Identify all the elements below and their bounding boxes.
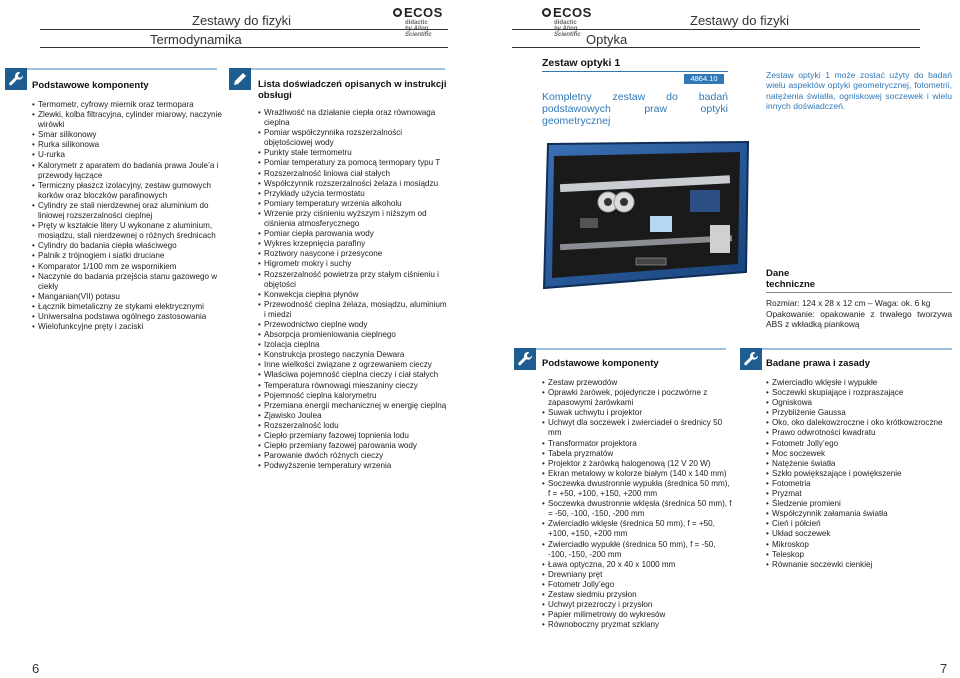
logo-sub-text: didactic xyxy=(554,20,577,26)
list-item: • Ława optyczna, 20 x 40 x 1000 mm xyxy=(542,560,732,570)
list-item: • Rurka silikonowa xyxy=(32,140,222,150)
section-stripe xyxy=(27,68,217,70)
list-item: • Konstrukcja prostego naczynia Dewara xyxy=(258,350,448,360)
list-item: • Uniwersalna podstawa ogólnego zastosowania xyxy=(32,312,222,322)
list-item: • Zwierciadło wypukłe (średnica 50 mm), f = -50, -100, -150, -200 mm xyxy=(542,540,732,560)
list-item: • Soczewka dwustronnie wklęsła (średnica 50 mm), f = -50, -100, -150, -200 mm xyxy=(542,499,732,519)
logo-main-text: ECOS xyxy=(404,5,443,20)
list-item: • Zestaw siedmiu przysłon xyxy=(542,590,732,600)
list-item: • Cylindry do badania ciepła właściwego xyxy=(32,241,222,251)
list-item: • Pomiar współczynnika rozszerzalności objętościowej wody xyxy=(258,128,448,148)
list-item: • Tabela pryzmatów xyxy=(542,449,732,459)
list-item: • Ekran metalowy w kolorze białym (140 x 140 mm) xyxy=(542,469,732,479)
list-item: • Fotometr Jolly’ego xyxy=(766,439,956,449)
list-item: • Pręty w kształcie litery U wykonane z aluminium, mosiądzu, stali nierdzewnej o różnych średnicach xyxy=(32,221,222,241)
list-item: • Zwierciadło wklęsłe i wypukłe xyxy=(766,378,956,388)
tech-title-line2: techniczne xyxy=(766,279,816,290)
list-item: • Cylindry ze stali nierdzewnej oraz aluminium do liniowej rozszerzalności cieplnej xyxy=(32,201,222,221)
logo-sub2-text: Scientific xyxy=(405,32,432,38)
left-page-number: 6 xyxy=(32,661,40,676)
list-item: • Punkty stałe termometru xyxy=(258,148,448,158)
list-item: • Kalorymetr z aparatem do badania prawa Joule’a i przewody łączące xyxy=(32,161,222,181)
list-item: • Właściwa pojemność cieplna cieczy i ciał stałych xyxy=(258,370,448,380)
list-item: • Współczynnik rozszerzalności żelaza i mosiądzu xyxy=(258,179,448,189)
section-stripe xyxy=(251,68,445,70)
list-item: • Konwekcja ciepłna płynów xyxy=(258,290,448,300)
list-item: • Natężenie światła xyxy=(766,459,956,469)
list-item: • Podwyższenie temperatury wrzenia xyxy=(258,461,448,471)
list-item: • Zlewki, kolba filtracyjna, cylinder miarowy, naczynie wirówki xyxy=(32,110,222,130)
logo-main-text: ECOS xyxy=(553,5,592,20)
list-item: • Soczewka dwustronnie wypukła (średnica 50 mm), f = +50, +100, +150, +200 mm xyxy=(542,479,732,499)
list-item: • Przewodność cieplna żelaza, mosiądzu, aluminium i miedzi xyxy=(258,300,448,320)
list-item: • Inne wielkości związane z ogrzewaniem cieczy xyxy=(258,360,448,370)
left-experiments-list xyxy=(258,108,448,471)
left-section1-list-wrap xyxy=(32,100,222,332)
left-header-rule-bottom xyxy=(40,47,448,48)
product-title: Zestaw optyki 1 xyxy=(542,57,621,69)
list-item: • Moc soczewek xyxy=(766,449,956,459)
list-item: • Przykłady użycia termostatu xyxy=(258,189,448,199)
right-components-list xyxy=(542,378,732,630)
list-item: • Pomiary temperatury wrzenia alkoholu xyxy=(258,199,448,209)
left-header-title: Zestawy do fizyki xyxy=(192,13,291,28)
pencil-icon xyxy=(229,68,251,90)
tech-title-line1: Dane xyxy=(766,268,790,279)
tech-packaging: Opakowanie: opakowanie z trwałego tworzywa ABS z wkładką piankową xyxy=(766,309,952,330)
right-header-rule-top xyxy=(512,29,920,30)
list-item: • Prawo odwrotności kwadratu xyxy=(766,428,956,438)
product-code-badge: 4864.10 xyxy=(684,74,724,84)
product-title-rule xyxy=(542,71,728,72)
right-header-title: Zestawy do fizyki xyxy=(690,13,789,28)
list-item: • Przemiana energii mechanicznej w energię cieplną xyxy=(258,401,448,411)
right-section1-list-wrap xyxy=(542,378,732,630)
list-item: • Smar silikonowy xyxy=(32,130,222,140)
list-item: • Manganian(VII) potasu xyxy=(32,292,222,302)
list-item: • Transformator projektora xyxy=(542,439,732,449)
list-item: • Ciepło przemiany fazowej topnienia lodu xyxy=(258,431,448,441)
list-item: • Komparator 1/100 mm ze wspornikiem xyxy=(32,262,222,272)
list-item: • Uchwyt dla soczewek i zwierciadeł o średnicy 50 mm xyxy=(542,418,732,438)
right-header-rule-bottom xyxy=(512,47,920,48)
left-header-rule-top xyxy=(40,29,448,30)
list-item: • Parowanie dwóch różnych cieczy xyxy=(258,451,448,461)
list-item: • Wykres krzepnięcia parafiny xyxy=(258,239,448,249)
list-item: • Zwierciadło wklęsłe (średnica 50 mm), f = +50, +100, +150, +200 mm xyxy=(542,519,732,539)
section-stripe xyxy=(762,348,952,350)
list-item: • Ciepło przemiany fazowej parowania wody xyxy=(258,441,448,451)
wrench-icon xyxy=(5,68,27,90)
list-item: • Fotometria xyxy=(766,479,956,489)
list-item: • Śledzenie promieni xyxy=(766,499,956,509)
list-item: • Fotometr Jolly’ego xyxy=(542,580,732,590)
product-description: Kompletny zestaw do badań podstawowych praw optyki geometrycznej xyxy=(542,91,728,127)
list-item: • Roztwory nasycone i przesycone xyxy=(258,249,448,259)
list-item: • Łącznik bimetaliczny ze stykami elektrycznymi xyxy=(32,302,222,312)
optics-kit-case-image xyxy=(540,140,753,290)
list-item: • Oko, oko dalekowzroczne i oko krótkowzroczne xyxy=(766,418,956,428)
list-item: • Przewodnictwo cieplne wody xyxy=(258,320,448,330)
list-item: • Wrzenie przy ciśnieniu wyższym i niższym od ciśnienia atmosferycznego xyxy=(258,209,448,229)
list-item: • Soczewki skupiające i rozpraszające xyxy=(766,388,956,398)
right-section1-title: Podstawowe komponenty xyxy=(542,358,659,369)
list-item: • Cień i półcień xyxy=(766,519,956,529)
right-page-number: 7 xyxy=(940,661,948,676)
logo-mark-icon xyxy=(542,8,551,17)
list-item: • Termiczny płaszcz izolacyjny, zestaw gumowych korków oraz bloczków parafinowych xyxy=(32,181,222,201)
tech-rule xyxy=(766,292,952,293)
list-item: • Układ soczewek xyxy=(766,529,956,539)
list-item: • Równoboczny pryzmat szklany xyxy=(542,620,732,630)
list-item: • Pryzmat xyxy=(766,489,956,499)
list-item: • Ogniskowa xyxy=(766,398,956,408)
left-components-list xyxy=(32,100,222,332)
list-item: • Przybliżenie Gaussa xyxy=(766,408,956,418)
right-laws-list xyxy=(766,378,956,570)
section-stripe xyxy=(536,348,726,350)
list-item: • Pojemność cieplna kalorymetru xyxy=(258,391,448,401)
left-section2-list-wrap xyxy=(258,108,448,471)
logo-sub2-text: Scientific xyxy=(554,32,581,38)
list-item: • Wielofunkcyjne pręty i zaciski xyxy=(32,322,222,332)
left-header-subtitle: Termodynamika xyxy=(150,32,242,47)
list-item: • Pomiar temperatury za pomocą termopary typu T xyxy=(258,158,448,168)
list-item: • Pomiar ciepła parowania wody xyxy=(258,229,448,239)
right-section2-title: Badane prawa i zasady xyxy=(766,358,871,369)
product-intro-text: Zestaw optyki 1 może zostać użyty do badań wielu aspektów optyki geometrycznej, fotometrii, natężenia światła, ogniskowej soczewek i wielu innych doświadczeń. xyxy=(766,70,952,112)
list-item: • Wrażliwość na działanie ciepła oraz równowaga cieplna xyxy=(258,108,448,128)
wrench-icon xyxy=(514,348,536,370)
list-item: • Uchwyt przezroczy i przysłon xyxy=(542,600,732,610)
list-item: • Absorpcja promieniowania cieplnego xyxy=(258,330,448,340)
wrench-icon xyxy=(740,348,762,370)
list-item: • Suwak uchwytu i projektor xyxy=(542,408,732,418)
list-item: • Teleskop xyxy=(766,550,956,560)
left-logo xyxy=(393,5,449,38)
list-item: • Zestaw przewodów xyxy=(542,378,732,388)
list-item: • Rozszerzalność powietrza przy stałym ciśnieniu i objętości xyxy=(258,270,448,290)
list-item: • Zjawisko Joulea xyxy=(258,411,448,421)
logo-sub-text: didactic xyxy=(405,20,428,26)
list-item: • Higrometr mokry i suchy xyxy=(258,259,448,269)
list-item: • U-rurka xyxy=(32,150,222,160)
left-section2-title: Lista doświadczeń opisanych w instrukcji obsługi xyxy=(258,79,447,101)
list-item: • Izolacja cieplna xyxy=(258,340,448,350)
list-item: • Szkło powiększające i powiększenie xyxy=(766,469,956,479)
list-item: • Termometr, cyfrowy miernik oraz termopara xyxy=(32,100,222,110)
list-item: • Rozszerzalność lodu xyxy=(258,421,448,431)
list-item: • Oprawki żarówek, pojedyncze i poczwórne z zapasowymi żarówkami xyxy=(542,388,732,408)
list-item: • Temperatura równowagi mieszaniny cieczy xyxy=(258,381,448,391)
logo-mark-icon xyxy=(393,8,402,17)
list-item: • Współczynnik załamania światła xyxy=(766,509,956,519)
list-item: • Drewniany pręt xyxy=(542,570,732,580)
list-item: • Projektor z żarówką halogenową (12 V 20 W) xyxy=(542,459,732,469)
right-section2-list-wrap xyxy=(766,378,956,570)
list-item: • Mikroskop xyxy=(766,540,956,550)
left-section1-title: Podstawowe komponenty xyxy=(32,80,149,91)
list-item: • Równanie soczewki cienkiej xyxy=(766,560,956,570)
right-header-subtitle: Optyka xyxy=(586,32,628,47)
list-item: • Papier milimetrowy do wykresów xyxy=(542,610,732,620)
list-item: • Rozszerzalność liniowa ciał stałych xyxy=(258,169,448,179)
list-item: • Palnik z trójnogiem i siatki druciane xyxy=(32,251,222,261)
list-item: • Naczynie do badania przejścia stanu gazowego w ciekły xyxy=(32,272,222,292)
tech-size: Rozmiar: 124 x 28 x 12 cm – Waga: ok. 6 kg xyxy=(766,298,931,308)
